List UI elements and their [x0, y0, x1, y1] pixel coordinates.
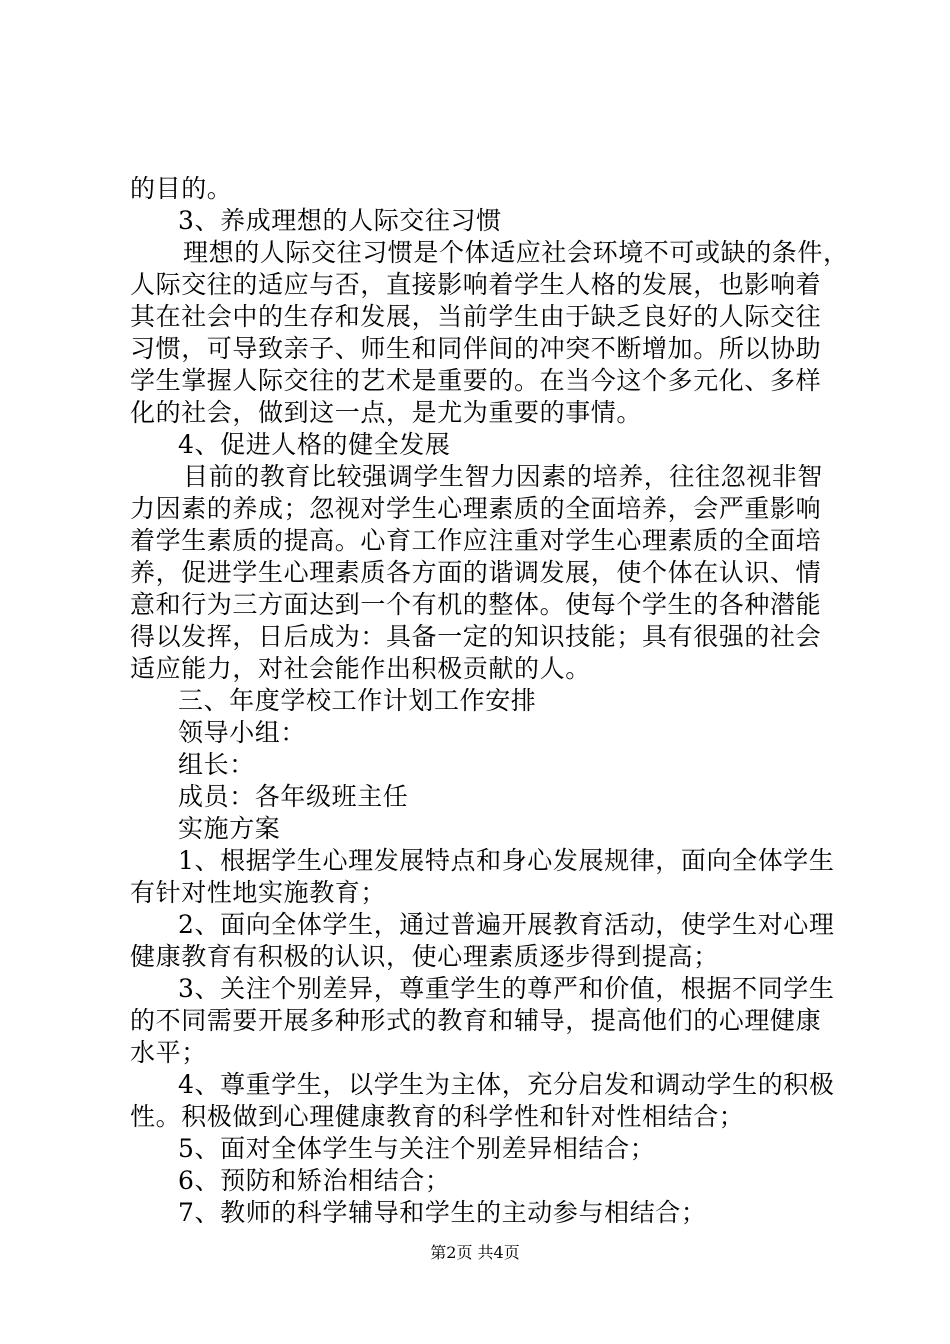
text-line: 人际交往的适应与否，直接影响着学生人格的发展，也影响着: [130, 270, 822, 299]
text-line: 理想的人际交往习惯是个体适应社会环境不可或缺的条件，: [183, 238, 849, 267]
text-line: 意和行为三方面达到一个有机的整体。使每个学生的各种潜能: [130, 590, 822, 619]
text-line: 养，促进学生心理素质各方面的谐调发展，使个体在认识、情: [130, 558, 822, 587]
text-line: 得以发挥，日后成为：具备一定的知识技能；具有很强的社会: [130, 622, 822, 651]
text-line: 化的社会，做到这一点，是尤为重要的事情。: [130, 398, 643, 427]
text-line: 的目的。: [130, 174, 233, 203]
text-line: 4、尊重学生，以学生为主体，充分启发和调动学生的积极: [178, 1070, 835, 1099]
text-line: 有针对性地实施教育；: [130, 878, 387, 907]
text-line: 学生掌握人际交往的艺术是重要的。在当今这个多元化、多样: [130, 366, 822, 395]
text-line: 其在社会中的生存和发展，当前学生由于缺乏良好的人际交往: [130, 302, 822, 331]
text-line: 2、面向全体学生，通过普遍开展教育活动，使学生对心理: [178, 910, 835, 939]
text-line: 1、根据学生心理发展特点和身心发展规律，面向全体学生: [178, 846, 835, 875]
text-line: 着学生素质的提高。心育工作应注重对学生心理素质的全面培: [130, 526, 822, 555]
text-line: 实施方案: [178, 814, 281, 843]
text-line: 力因素的养成；忽视对学生心理素质的全面培养，会严重影响: [130, 494, 822, 523]
text-line: 性。积极做到心理健康教育的科学性和针对性相结合；: [130, 1102, 745, 1131]
text-line: 成员：各年级班主任: [178, 782, 409, 811]
page-footer: 第2页 共4页: [430, 1243, 520, 1262]
text-line: 的不同需要开展多种形式的教育和辅导，提高他们的心理健康: [130, 1006, 822, 1035]
text-line: 7、教师的科学辅导和学生的主动参与相结合；: [178, 1198, 707, 1227]
text-line: 3、养成理想的人际交往习惯: [178, 206, 502, 235]
text-line: 4、促进人格的健全发展: [178, 430, 451, 459]
text-line: 水平；: [130, 1038, 207, 1067]
text-line: 目前的教育比较强调学生智力因素的培养，往往忽视非智: [183, 462, 824, 491]
text-line: 健康教育有积极的认识，使心理素质逐步得到提高；: [130, 942, 719, 971]
text-line: 5、面对全体学生与关注个别差异相结合；: [178, 1134, 656, 1163]
section-heading: 三、年度学校工作计划工作安排: [178, 686, 537, 715]
text-line: 组长：: [178, 750, 255, 779]
text-line: 6、预防和矫治相结合；: [178, 1166, 451, 1195]
text-line: 习惯，可导致亲子、师生和同伴间的冲突不断增加。所以协助: [130, 334, 822, 363]
text-line: 适应能力，对社会能作出积极贡献的人。: [130, 654, 591, 683]
text-line: 3、关注个别差异，尊重学生的尊严和价值，根据不同学生: [178, 974, 835, 1003]
text-line: 领导小组：: [178, 718, 307, 747]
